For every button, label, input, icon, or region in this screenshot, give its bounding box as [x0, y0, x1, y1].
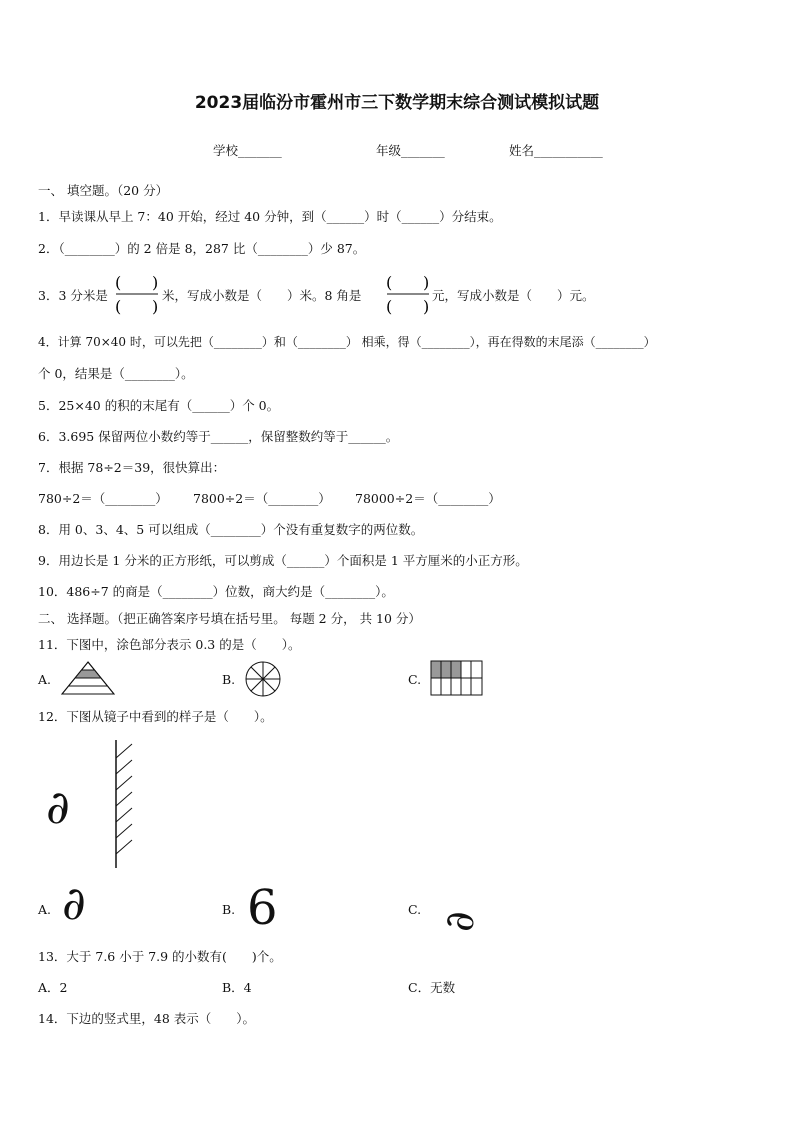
question-9: 9．用边长是 1 分米的正方形纸，可以剪成（______）个面积是 1 平方厘米的小正方形。	[38, 553, 528, 568]
question-3-part-a: 3．3 分米是	[38, 288, 108, 303]
question-3-part-b: 米，写成小数是（ ）米。8 角是	[162, 288, 362, 303]
grade-field: 年级_______	[376, 143, 445, 158]
question-11-option-b: B.	[222, 672, 236, 687]
option-a-glyph: ∂	[62, 876, 86, 930]
grid-figure-icon	[430, 660, 484, 697]
question-11-stem: 11．下图中，涂色部分表示 0.3 的是（ ）。	[38, 637, 301, 652]
section-choice-heading: 二、 选择题。（把正确答案序号填在括号里。 每题 2 分， 共 10 分）	[38, 611, 421, 626]
name-field: 姓名___________	[509, 143, 603, 158]
question-7-b: 7800÷2＝（________）	[193, 491, 331, 506]
question-8: 8．用 0、3、4、5 可以组成（________）个没有重复数字的两位数。	[38, 522, 424, 537]
svg-text:): )	[423, 273, 430, 292]
fraction-blank-1	[112, 270, 162, 318]
svg-text:(: (	[115, 297, 122, 316]
question-10: 10．486÷7 的商是（________）位数，商大约是（________）。	[38, 584, 394, 599]
option-c-glyph: ∂	[437, 911, 483, 932]
question-7-a: 780÷2＝（________）	[38, 491, 168, 506]
question-13-option-a: A．2	[38, 980, 68, 995]
question-4-line-1: 4．计算 70×40 时，可以先把（________）和（________） 相乘，得（________），再在得数的末尾添（________）	[38, 335, 656, 349]
question-3-part-c: 元，写成小数是（ ）元。	[432, 288, 595, 303]
option-b-glyph: 6	[247, 880, 278, 936]
question-11-option-c: C.	[408, 672, 422, 687]
fraction-blank-2	[383, 270, 433, 318]
question-1: 1．早读课从早上 7：40 开始，经过 40 分钟，到（______）时（______）分结束。	[38, 209, 502, 224]
question-2: 2．（________）的 2 倍是 8，287 比（________）少 87。	[38, 241, 366, 256]
question-13-option-b: B．4	[222, 980, 252, 995]
svg-text:): )	[152, 297, 159, 316]
question-7-stem: 7．根据 78÷2＝39，很快算出：	[38, 460, 226, 475]
question-11-option-a: A.	[38, 672, 52, 687]
svg-text:): )	[423, 297, 430, 316]
original-figure: ∂	[46, 780, 70, 834]
question-14-stem: 14．下边的竖式里，48 表示（ ）。	[38, 1011, 256, 1026]
circle-figure-icon	[244, 660, 284, 698]
question-12-option-c: C.	[408, 902, 422, 917]
svg-text:(: (	[386, 297, 393, 316]
mirror-icon	[110, 738, 136, 870]
page-title: 2023届临汾市霍州市三下数学期末综合测试模拟试题	[194, 93, 600, 113]
question-5: 5．25×40 的积的末尾有（______）个 0。	[38, 398, 280, 413]
question-12-option-a: A.	[38, 902, 52, 917]
question-13-stem: 13．大于 7.6 小于 7.9 的小数有( )个。	[38, 949, 282, 964]
question-12-option-b: B.	[222, 902, 236, 917]
triangle-figure-icon	[60, 660, 116, 696]
question-7-c: 78000÷2＝（________）	[355, 491, 501, 506]
svg-text:): )	[152, 273, 159, 292]
question-4-line-2: 个 0，结果是（________）。	[38, 366, 194, 381]
question-13-option-c: C．无数	[408, 980, 456, 995]
question-6: 6．3.695 保留两位小数约等于______，保留整数约等于______。	[38, 429, 399, 444]
school-field: 学校_______	[213, 143, 282, 158]
question-12-stem: 12．下图从镜子中看到的样子是（ ）。	[38, 709, 273, 724]
svg-text:(: (	[115, 273, 122, 292]
section-fill-blank-heading: 一、 填空题。（20 分）	[38, 183, 169, 198]
svg-text:(: (	[386, 273, 393, 292]
